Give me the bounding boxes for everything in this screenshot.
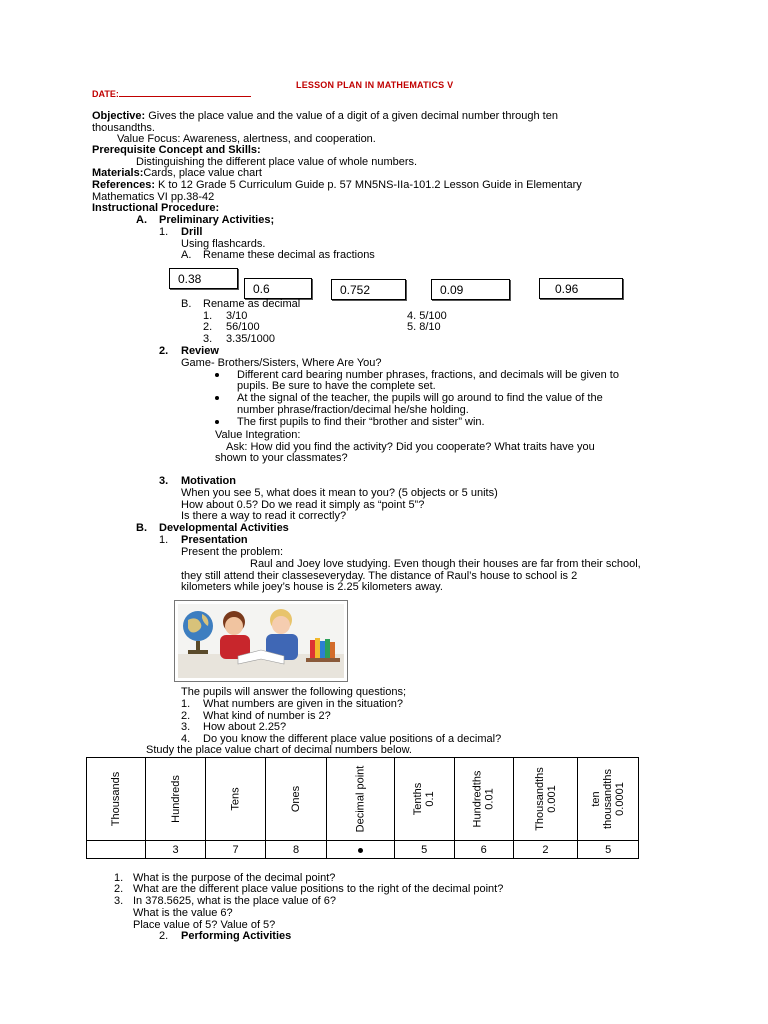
rename-item-num: 1.	[203, 310, 213, 322]
rename-item-text: 3.35/1000	[226, 333, 275, 345]
chart-header-cell	[266, 758, 327, 841]
chart-header-cell	[146, 758, 206, 841]
chart-value-cell: 3	[146, 841, 206, 859]
chart-value-cell	[87, 841, 146, 859]
motivation-line3: Is there a way to read it correctly?	[181, 510, 347, 522]
drill-item-b-text: Rename as decimal	[203, 298, 301, 310]
review-bullet1-line1: Different card bearing number phrases, fractions, and decimals will be given to	[237, 369, 619, 381]
flashcard-value: 0.6	[253, 281, 270, 296]
header-ten-label: ten	[590, 791, 603, 807]
rename-item-right: 5. 8/10	[407, 321, 441, 333]
chart-value-cell: 5	[394, 841, 454, 859]
review-game: Game- Brothers/Sisters, Where Are You?	[181, 357, 382, 369]
flashcard-value: 0.752	[340, 282, 371, 297]
header-thousands: Thousands	[110, 771, 122, 827]
prereq-text: Distinguishing the different place value of whole numbers.	[136, 156, 418, 168]
chart-value-row	[87, 841, 639, 859]
section-b-letter: B.	[136, 522, 147, 534]
objective-text2: thousandths.	[92, 122, 155, 134]
chart-header-cell	[578, 758, 639, 841]
header-decimal-point: Decimal point	[354, 765, 367, 833]
after-extra-line: What is the value 6?	[133, 907, 233, 919]
header-thousandths-label: Thousandths	[533, 767, 546, 831]
question-text: What numbers are given in the situation?	[203, 698, 403, 710]
date-label: DATE:	[92, 89, 119, 99]
motivation-line2: How about 0.5? Do we read it simply as “point 5”?	[181, 499, 425, 511]
flashcard-value: 0.38	[178, 271, 202, 286]
chart-value-cell: 2	[513, 841, 578, 859]
rename-item-num: 2.	[203, 321, 213, 333]
value-integration-line1: Ask: How did you find the activity? Did you cooperate? What traits have you	[226, 441, 595, 453]
motivation-line1: When you see 5, what does it mean to you? (5 objects or 5 units)	[181, 487, 498, 499]
header-ones: Ones	[289, 785, 302, 813]
children-reading-photo	[174, 600, 348, 682]
bullet-icon	[215, 396, 219, 400]
drill-num: 1.	[159, 226, 169, 238]
header-ten-thousandths	[590, 769, 626, 829]
chart-header-cell	[513, 758, 578, 841]
page-title: LESSON PLAN IN MATHEMATICS V	[296, 80, 454, 90]
bullet-icon	[215, 373, 219, 377]
prereq-label: Prerequisite Concept and Skills:	[92, 144, 261, 156]
chart-header-cell	[327, 758, 395, 841]
value-integration-line2: shown to your classmates?	[215, 452, 348, 464]
chart-value-cell: 8	[266, 841, 327, 859]
rename-item-num: 3.	[203, 333, 213, 345]
review-bullet2-line1: At the signal of the teacher, the pupils will go around to find the value of the	[237, 392, 603, 404]
header-hundredths-label: Hundredths	[471, 770, 484, 828]
flashcard	[431, 279, 510, 300]
after-question-num: 1.	[114, 872, 124, 884]
question-text: How about 2.25?	[203, 721, 287, 733]
materials-label: Materials:	[92, 167, 144, 179]
objective-label: Objective:	[92, 110, 146, 122]
references-label: References:	[92, 179, 155, 191]
review-bullet2-line2: number phrase/fraction/decimal he/she holding.	[237, 404, 469, 416]
header-thousandths	[533, 767, 557, 831]
materials-text: Cards, place value chart	[143, 167, 262, 179]
chart-value-cell	[327, 841, 395, 859]
drill-item-b-letter: B.	[181, 298, 192, 310]
rename-item-text: 56/100	[226, 321, 260, 333]
chart-value-cell: 6	[454, 841, 513, 859]
study-instruction: Study the place value chart of decimal numbers below.	[146, 744, 412, 756]
review-label: Review	[181, 345, 219, 357]
problem-line3: kilometers while joey’s house is 2.25 kilometers away.	[181, 581, 443, 593]
questions-intro: The pupils will answer the following questions;	[181, 686, 407, 698]
instructional-label: Instructional Procedure:	[92, 202, 220, 214]
drill-using: Using flashcards.	[181, 238, 266, 250]
question-text: Do you know the different place value positions of a decimal?	[203, 733, 502, 745]
flashcard	[539, 278, 623, 299]
chart-header-cell	[206, 758, 266, 841]
photo-illustration	[178, 604, 344, 678]
after-question-text: What is the purpose of the decimal point?	[133, 872, 336, 884]
problem-line2: they still attend their classeseveryday. The distance of Raul’s house to school is 2	[181, 570, 578, 582]
header-thousandths-value: 0.001	[545, 785, 558, 813]
header-ten-thousandths-label: thousandths	[602, 769, 615, 829]
header-tens: Tens	[229, 787, 242, 811]
flashcard	[244, 278, 312, 299]
section-a-letter: A.	[136, 214, 147, 226]
date-blank	[119, 87, 251, 97]
header-ten-thousandths-value: 0.0001	[614, 782, 627, 816]
problem-line1: Raul and Joey love studying. Even though their houses are far from their school,	[250, 558, 641, 570]
review-num: 2.	[159, 345, 169, 357]
after-question-num: 3.	[114, 895, 124, 907]
section-a-label: Preliminary Activities;	[159, 214, 275, 226]
header-hundredths	[472, 771, 496, 828]
header-hundreds: Hundreds	[169, 775, 182, 823]
review-bullet3: The first pupils to find their “brother and sister” win.	[237, 416, 485, 428]
review-bullet1-line2: pupils. Be sure to have the complete set.	[237, 380, 436, 392]
photo-content	[178, 604, 344, 678]
objective-line1	[92, 110, 558, 122]
question-num: 3.	[181, 721, 191, 733]
question-num: 1.	[181, 698, 191, 710]
flashcard-value: 0.96	[555, 281, 579, 296]
presentation-label: Presentation	[181, 534, 248, 546]
question-num: 2.	[181, 710, 191, 722]
performing-num: 2.	[159, 930, 169, 942]
references-text1: K to 12 Grade 5 Curriculum Guide p. 57 MN5NS-IIa-101.2 Lesson Guide in Elementary	[154, 179, 582, 191]
header-tenths-value: 0.1	[424, 791, 437, 807]
date-field	[92, 87, 251, 100]
header-tenths-label: Tenths	[412, 782, 425, 816]
rename-item-right: 4. 5/100	[407, 310, 447, 322]
presentation-present: Present the problem:	[181, 546, 284, 558]
drill-label: Drill	[181, 226, 203, 238]
motivation-label: Motivation	[181, 475, 236, 487]
header-hundredths-value: 0.01	[483, 788, 496, 810]
chart-header-row	[87, 758, 639, 841]
after-extra-line: Place value of 5? Value of 5?	[133, 919, 276, 931]
after-question-text: In 378.5625, what is the place value of 6?	[133, 895, 337, 907]
chart-header-cell	[87, 758, 146, 841]
header-tenths	[412, 783, 436, 815]
place-value-chart	[86, 757, 639, 859]
chart-value-cell: 5	[578, 841, 639, 859]
chart-value-cell: 7	[206, 841, 266, 859]
after-question-text: What are the different place value positions to the right of the decimal point?	[133, 883, 504, 895]
motivation-num: 3.	[159, 475, 169, 487]
references-line1	[92, 179, 582, 191]
drill-item-a-text: Rename these decimal as fractions	[203, 249, 375, 261]
bullet-icon	[215, 420, 219, 424]
objective-text1: Gives the place value and the value of a digit of a given decimal number through ten	[145, 110, 558, 122]
value-focus: Value Focus: Awareness, alertness, and cooperation.	[117, 133, 376, 145]
rename-item-text: 3/10	[226, 310, 248, 322]
after-question-num: 2.	[114, 883, 124, 895]
presentation-num: 1.	[159, 534, 169, 546]
decimal-point-dot	[358, 848, 363, 853]
chart-header-cell	[394, 758, 454, 841]
section-b-label: Developmental Activities	[159, 522, 289, 534]
question-text: What kind of number is 2?	[203, 710, 331, 722]
flashcard-value: 0.09	[440, 282, 464, 297]
references-text2: Mathematics VI pp.38-42	[92, 191, 215, 203]
flashcard	[331, 279, 406, 300]
performing-label: Performing Activities	[181, 930, 292, 942]
question-num: 4.	[181, 733, 191, 745]
drill-item-a-letter: A.	[181, 249, 192, 261]
materials-line	[92, 167, 262, 179]
value-integration-label: Value Integration:	[215, 429, 301, 441]
chart-header-cell	[454, 758, 513, 841]
flashcard	[169, 268, 238, 289]
